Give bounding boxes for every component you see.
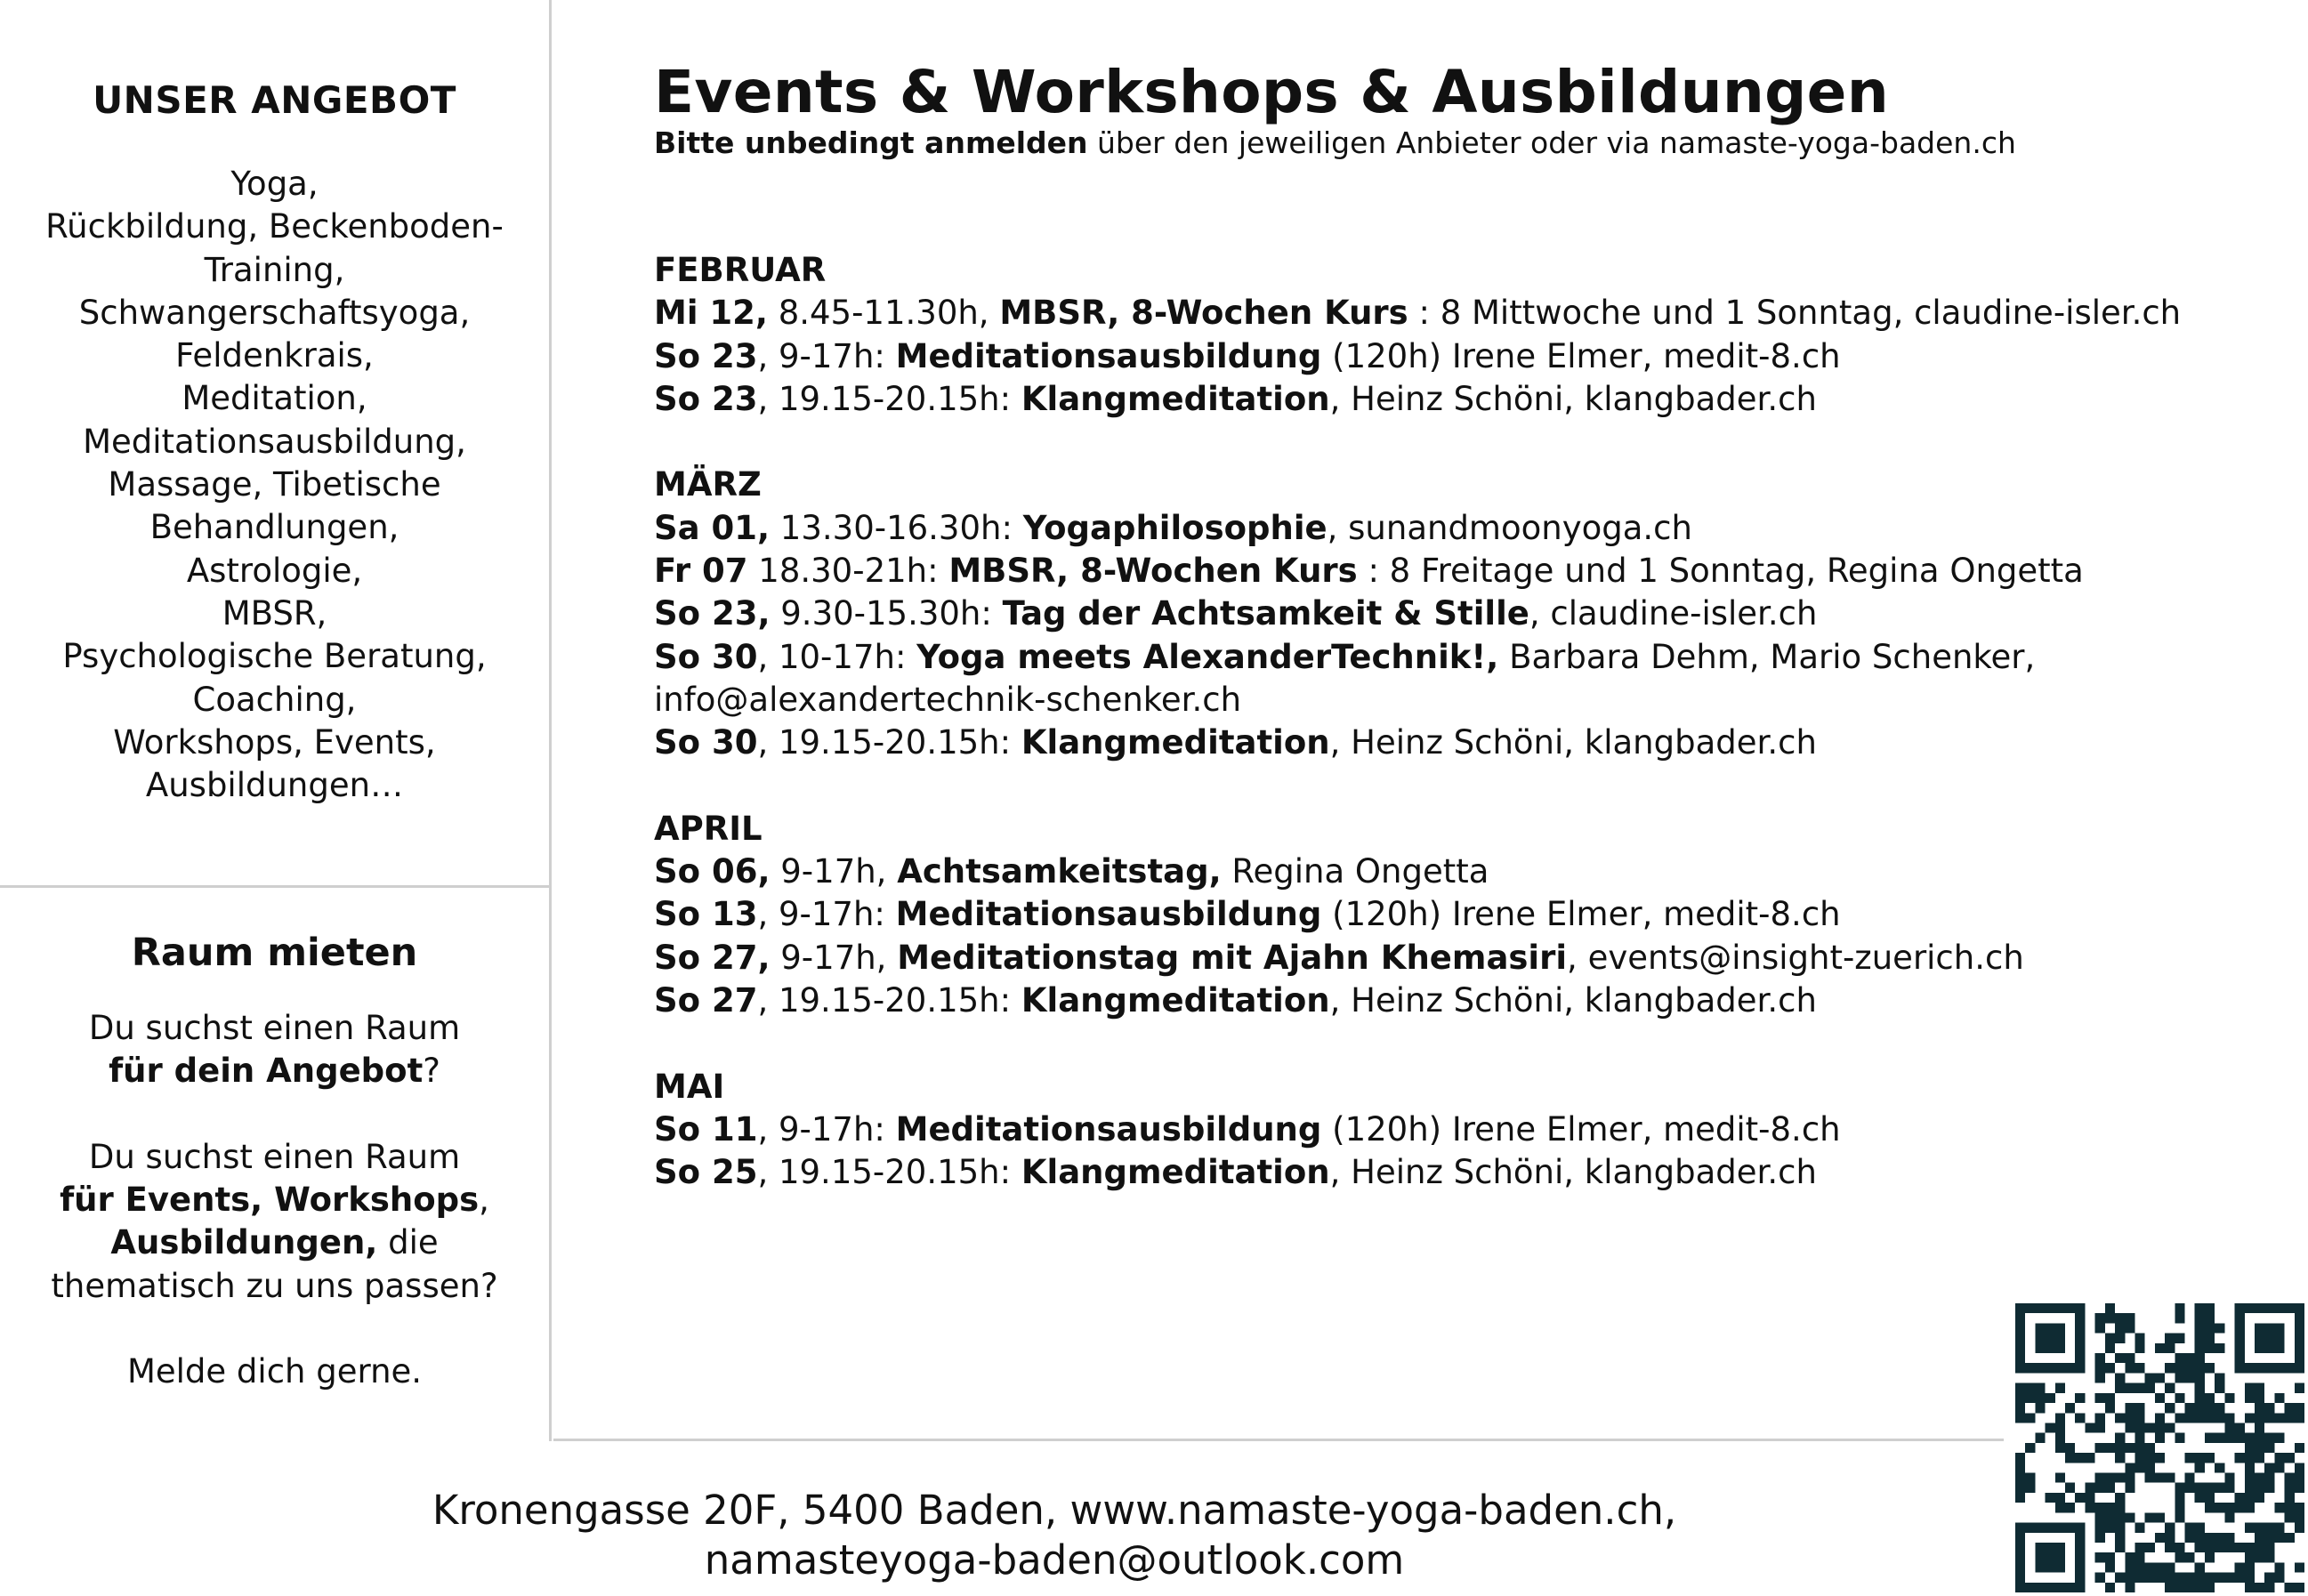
- footer-line: Kronengasse 20F, 5400 Baden, www.namaste-yoga-baden.ch,: [432, 1487, 1677, 1534]
- offer-title: UNSER ANGEBOT: [93, 78, 456, 122]
- event-item: Fr 07 18.30-21h: MBSR, 8-Wochen Kurs : 8 Freitage und 1 Sonntag, Regina Ongetta: [654, 552, 2084, 591]
- month-block: [654, 249, 2220, 421]
- page-title: Events & Workshops & Ausbildungen: [654, 58, 1890, 126]
- offer-item: Rückbildung, Beckenboden-: [45, 207, 504, 246]
- offer-item: Meditationsausbildung,: [83, 422, 466, 461]
- footer-address: [267, 1486, 1842, 1585]
- month-title: FEBRUAR: [654, 251, 827, 289]
- offer-item: Ausbildungen…: [145, 766, 404, 805]
- offer-item: Meditation,: [182, 379, 367, 418]
- offer-item: Training,: [204, 250, 345, 289]
- event-item: So 30, 19.15-20.15h: Klangmeditation, Heinz Schöni, klangbader.ch: [654, 723, 1817, 762]
- event-item: So 25, 19.15-20.15h: Klangmeditation, Heinz Schöni, klangbader.ch: [654, 1153, 1817, 1192]
- rent-text-line: Du suchst einen Raum: [88, 1009, 461, 1047]
- rent-text-line: für Events, Workshops,: [60, 1181, 489, 1220]
- offer-item: Workshops, Events,: [113, 722, 436, 762]
- event-item: Sa 01, 13.30-16.30h: Yogaphilosophie, sunandmoonyoga.ch: [654, 508, 1692, 547]
- offer-section: [0, 78, 549, 807]
- footer-line: namasteyoga-baden@outlook.com: [704, 1536, 1405, 1584]
- month-title: MÄRZ: [654, 465, 762, 504]
- main-content: [654, 55, 2220, 1192]
- month-block: [654, 463, 2220, 764]
- month-block: [654, 1066, 2220, 1195]
- offer-item: Psychologische Beratung,: [62, 637, 487, 676]
- offer-item: Coaching,: [192, 680, 357, 719]
- offer-item: Behandlungen,: [149, 508, 399, 547]
- page-subtitle: Bitte unbedingt anmelden über den jeweiligen Anbieter oder via namaste-yoga-baden.ch: [654, 125, 2016, 160]
- event-item: So 11, 9-17h: Meditationsausbildung (120h) Irene Elmer, medit-8.ch: [654, 1109, 1841, 1149]
- rent-text-line: thematisch zu uns passen?: [51, 1266, 498, 1305]
- offer-item: Astrologie,: [186, 551, 363, 590]
- rent-text-line: Ausbildungen, die: [110, 1223, 439, 1262]
- rent-text-line: für dein Angebot?: [109, 1052, 440, 1091]
- month-title: MAI: [654, 1067, 725, 1106]
- qr-code-icon[interactable]: [2015, 1303, 2304, 1592]
- month-title: APRIL: [654, 809, 763, 848]
- offer-item: MBSR,: [222, 593, 327, 633]
- offer-item: Feldenkrais,: [175, 336, 374, 375]
- sidebar-divider: [0, 885, 552, 888]
- event-item: So 06, 9-17h, Achtsamkeitstag, Regina Ongetta: [654, 852, 1489, 891]
- event-calendar: [654, 249, 2220, 1237]
- event-item: So 27, 9-17h, Meditationstag mit Ajahn Khemasiri, events@insight-zuerich.ch: [654, 938, 2024, 977]
- rent-text: [0, 1007, 549, 1394]
- rent-text-line: Du suchst einen Raum: [88, 1137, 461, 1176]
- event-item: So 13, 9-17h: Meditationsausbildung (120h) Irene Elmer, medit-8.ch: [654, 895, 1841, 934]
- event-item: Mi 12, 8.45-11.30h, MBSR, 8-Wochen Kurs : 8 Mittwoche und 1 Sonntag, claudine-isler.ch: [654, 294, 2182, 333]
- event-item: So 27, 19.15-20.15h: Klangmeditation, Heinz Schöni, klangbader.ch: [654, 981, 1817, 1020]
- rent-title: Raum mieten: [131, 931, 418, 975]
- footer-divider: [553, 1439, 2004, 1441]
- offer-item: Yoga,: [230, 165, 319, 203]
- rent-text-line: Melde dich gerne.: [126, 1352, 423, 1391]
- event-item: So 30, 10-17h: Yoga meets AlexanderTechnik!, Barbara Dehm, Mario Schenker, info@alexandertechnik-schenker.ch: [654, 637, 2036, 719]
- offer-list: [0, 163, 549, 807]
- offer-item: Massage, Tibetische: [108, 465, 441, 504]
- rent-section: [0, 931, 549, 1394]
- month-block: [654, 808, 2220, 1022]
- sidebar: [0, 0, 552, 1441]
- event-item: So 23, 9.30-15.30h: Tag der Achtsamkeit & Stille, claudine-isler.ch: [654, 594, 1818, 633]
- event-item: So 23, 19.15-20.15h: Klangmeditation, Heinz Schöni, klangbader.ch: [654, 379, 1817, 418]
- offer-item: Schwangerschaftsyoga,: [78, 293, 471, 332]
- event-item: So 23, 9-17h: Meditationsausbildung (120h) Irene Elmer, medit-8.ch: [654, 336, 1841, 375]
